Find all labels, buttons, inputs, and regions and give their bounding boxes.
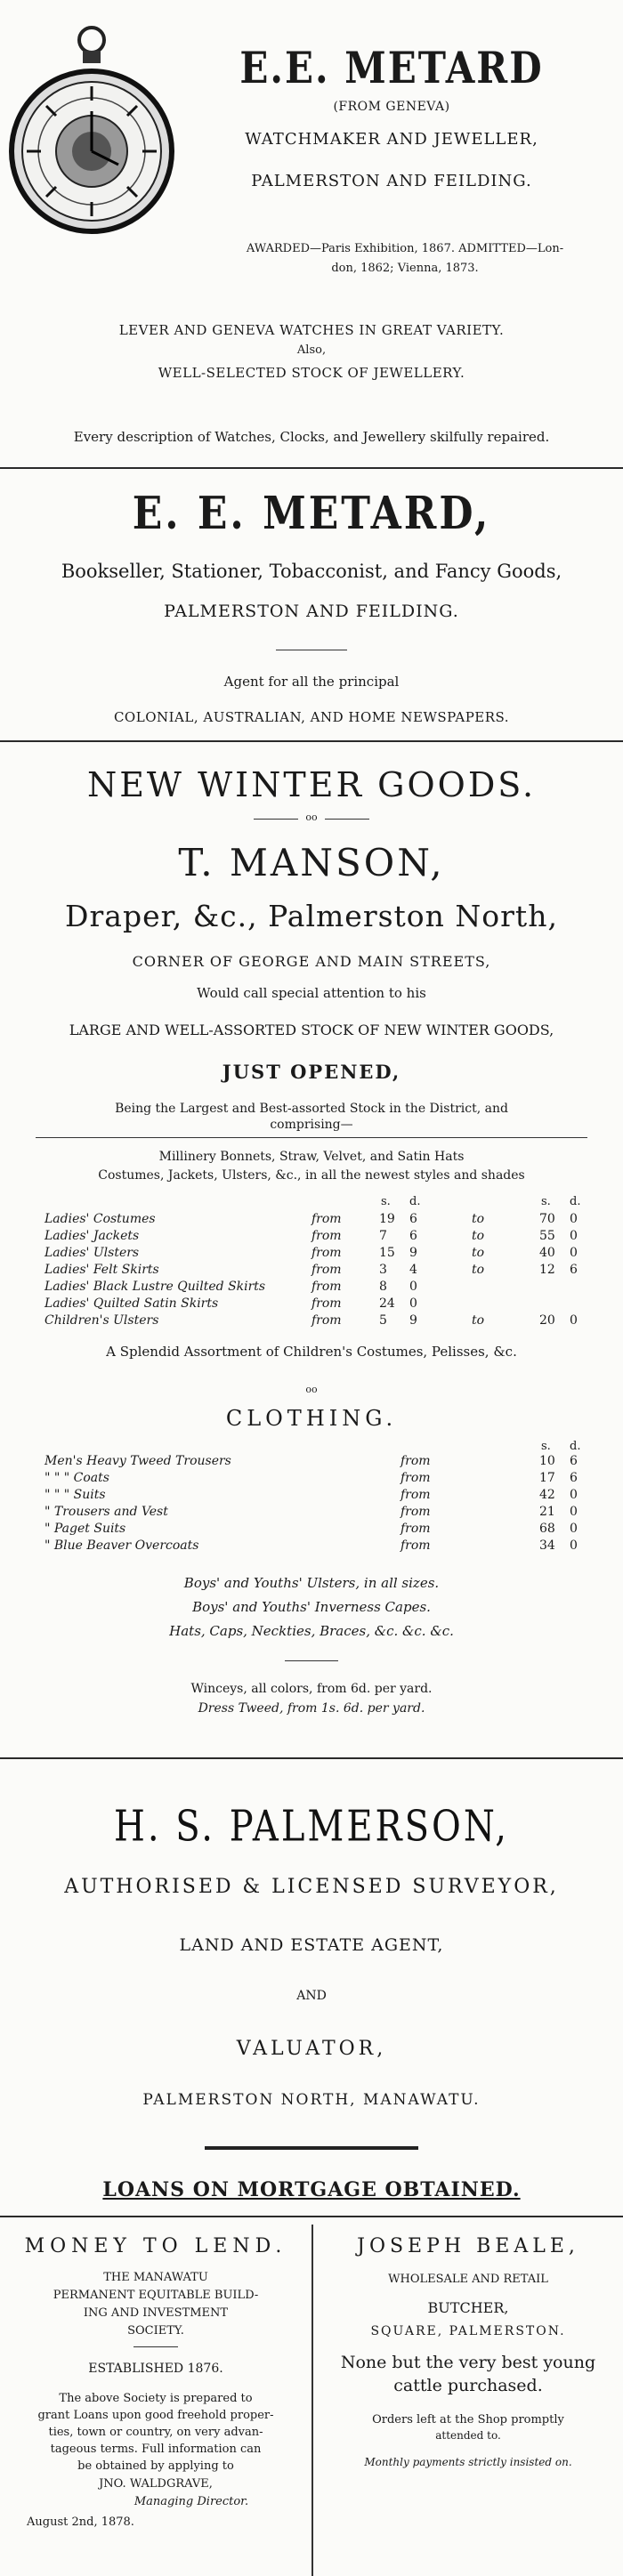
extras-3: Hats, Caps, Neckties, Braces, &c. &c. &c.	[169, 1623, 454, 1639]
manson-name: T. MANSON,	[178, 841, 445, 884]
palmerson-name: H. S. PALMERSON,	[113, 1802, 510, 1852]
price-s: 7	[379, 1229, 387, 1243]
beale-slogan-1: None but the very best young	[340, 2353, 596, 2372]
clothing-title: CLOTHING.	[225, 1406, 398, 1431]
to-label: to	[472, 1246, 485, 1260]
from-label: from	[312, 1280, 342, 1294]
money-title: MONEY TO LEND.	[24, 2235, 287, 2257]
money-to-lend-ad	[0, 2217, 312, 2576]
price-d: 9	[409, 1313, 417, 1328]
separator-rule	[0, 740, 623, 742]
price-s2: 70	[539, 1212, 555, 1226]
headline-divider: oo	[305, 812, 318, 823]
palmerson-place: PALMERSTON NORTH, MANAWATU.	[142, 2091, 481, 2109]
beale-payments: Monthly payments strictly insisted on.	[364, 2456, 572, 2468]
price-d: 0	[570, 1505, 578, 1519]
item-name: Ladies' Felt Skirts	[44, 1263, 159, 1277]
separator-rule	[0, 467, 623, 469]
price-s: 19	[379, 1212, 395, 1226]
bookseller-trade: Bookseller, Stationer, Tobacconist, and Fancy Goods,	[61, 561, 562, 582]
manson-corner: CORNER OF GEORGE AND MAIN STREETS,	[132, 953, 491, 970]
price-d: 0	[570, 1522, 578, 1536]
separator-rule	[0, 1757, 623, 1759]
price-d2: 0	[570, 1229, 578, 1243]
metard-also: Also,	[296, 343, 327, 357]
metard-towns: PALMERSTON AND FEILDING.	[251, 172, 532, 190]
loans-headline: LOANS ON MORTGAGE OBTAINED.	[102, 2178, 521, 2201]
beale-name: JOSEPH BEALE,	[357, 2235, 579, 2257]
price-d: 0	[570, 1538, 578, 1553]
from-label: from	[400, 1505, 431, 1519]
winter-goods-headline: NEW WINTER GOODS.	[86, 765, 537, 804]
item-name: " Blue Beaver Overcoats	[44, 1538, 199, 1553]
price-s: 15	[379, 1246, 395, 1260]
from-label: from	[400, 1488, 431, 1502]
price-d: 6	[570, 1471, 578, 1485]
bookseller-towns: PALMERSTON AND FEILDING.	[164, 602, 459, 621]
beale-orders-1: Orders left at the Shop promptly	[372, 2413, 564, 2427]
bookseller-agent: Agent for all the principal	[223, 674, 400, 690]
metard-trade: WATCHMAKER AND JEWELLER,	[245, 130, 538, 149]
millinery-line-1: Millinery Bonnets, Straw, Velvet, and Satin Hats	[158, 1150, 465, 1164]
price-s2: 20	[539, 1313, 555, 1328]
price-d2: 0	[570, 1212, 578, 1226]
from-label: from	[312, 1229, 342, 1243]
manson-largest-2: comprising—	[270, 1118, 353, 1132]
from-label: from	[312, 1313, 342, 1328]
from-label: from	[312, 1263, 342, 1277]
item-name: Ladies' Jackets	[44, 1229, 140, 1243]
clothing-divider: oo	[305, 1384, 318, 1395]
metard-awards-1: AWARDED—Paris Exhibition, 1867. ADMITTED—Lon-	[246, 242, 564, 255]
children-assortment: A Splendid Assortment of Children's Costumes, Pelisses, &c.	[106, 1344, 517, 1360]
money-body-2: grant Loans upon good freehold proper-	[37, 2409, 274, 2422]
money-body-3: ties, town or country, on very advan-	[48, 2426, 263, 2439]
price-s2: 40	[539, 1246, 555, 1260]
bookseller-papers: COLONIAL, AUSTRALIAN, AND HOME NEWSPAPERS.	[113, 709, 510, 725]
to-label: to	[472, 1263, 485, 1277]
price-s: 5	[379, 1313, 387, 1328]
section-rule	[36, 1137, 587, 1138]
price-d: 0	[570, 1488, 578, 1502]
col-s2-header: s.	[541, 1195, 551, 1208]
metard-watches-line: LEVER AND GENEVA WATCHES IN GREAT VARIETY.	[118, 322, 505, 338]
winceys-line: Winceys, all colors, from 6d. per yard.	[190, 1682, 433, 1696]
money-body-5: be obtained by applying to	[77, 2459, 234, 2473]
price-s: 68	[539, 1522, 555, 1536]
money-signer: JNO. WALDGRAVE,	[99, 2477, 213, 2491]
price-d: 6	[409, 1212, 417, 1226]
price-s: 17	[539, 1471, 555, 1485]
society-line-1: THE MANAWATU	[103, 2271, 208, 2284]
money-date: August 2nd, 1878.	[27, 2515, 134, 2529]
price-d2: 6	[570, 1263, 578, 1277]
price-s: 42	[539, 1488, 555, 1502]
to-label: to	[472, 1229, 485, 1243]
metard-from: (FROM GENEVA)	[333, 100, 450, 114]
palmerson-and: AND	[296, 1989, 327, 2003]
bookseller-name: E. E. METARD,	[132, 488, 491, 540]
item-name: Men's Heavy Tweed Trousers	[44, 1454, 231, 1468]
clothing-col-d-header: d.	[570, 1440, 581, 1453]
price-d: 6	[409, 1229, 417, 1243]
price-d: 9	[409, 1246, 417, 1260]
price-s: 10	[539, 1454, 555, 1468]
extras-1: Boys' and Youths' Ulsters, in all sizes.	[183, 1575, 440, 1591]
price-s: 3	[379, 1263, 387, 1277]
money-role: Managing Director.	[134, 2495, 249, 2508]
item-name: Children's Ulsters	[44, 1313, 159, 1328]
from-label: from	[400, 1522, 431, 1536]
item-name: Ladies' Costumes	[44, 1212, 156, 1226]
manson-stock: LARGE AND WELL-ASSORTED STOCK OF NEW WINTER GOODS,	[69, 1022, 554, 1038]
item-name: " Paget Suits	[44, 1522, 126, 1536]
price-s: 24	[379, 1296, 395, 1311]
price-s: 8	[379, 1280, 387, 1294]
price-s: 21	[539, 1505, 555, 1519]
item-name: Ladies' Ulsters	[44, 1246, 140, 1260]
from-label: from	[400, 1471, 431, 1485]
price-s: 34	[539, 1538, 555, 1553]
manson-opened: JUST OPENED,	[222, 1061, 401, 1083]
society-line-2: PERMANENT EQUITABLE BUILD-	[53, 2289, 259, 2302]
price-d2: 0	[570, 1246, 578, 1260]
clothing-col-s-header: s.	[541, 1440, 551, 1453]
manson-trade: Draper, &c., Palmerston North,	[65, 899, 558, 933]
to-label: to	[472, 1313, 485, 1328]
price-d: 0	[409, 1296, 417, 1311]
price-d: 6	[570, 1454, 578, 1468]
society-line-3: ING AND INVESTMENT	[83, 2306, 229, 2320]
heavy-divider	[205, 2146, 418, 2150]
from-label: from	[400, 1538, 431, 1553]
divider-line-right	[325, 819, 369, 820]
metard-repairs-line: Every description of Watches, Clocks, and Jewellery skilfully repaired.	[73, 429, 550, 445]
item-name: " " " Suits	[44, 1488, 106, 1502]
pocket-watch-illustration	[7, 22, 176, 240]
metard-awards-2: don, 1862; Vienna, 1873.	[331, 262, 479, 275]
metard-jewellery-line: WELL-SELECTED STOCK OF JEWELLERY.	[158, 365, 465, 381]
price-s2: 55	[539, 1229, 555, 1243]
manson-largest-1: Being the Largest and Best-assorted Stock in the District, and	[115, 1102, 508, 1116]
item-name: Ladies' Black Lustre Quilted Skirts	[44, 1280, 266, 1294]
price-d: 4	[409, 1263, 417, 1277]
col-d-header: d.	[409, 1195, 421, 1208]
beale-orders-2: attended to.	[435, 2429, 501, 2442]
manson-attention: Would call special attention to his	[197, 985, 426, 1001]
from-label: from	[312, 1212, 342, 1226]
beale-trade: WHOLESALE AND RETAIL	[388, 2273, 548, 2286]
price-d2: 0	[570, 1313, 578, 1328]
money-body-4: tageous terms. Full information can	[50, 2443, 262, 2456]
price-s2: 12	[539, 1263, 555, 1277]
from-label: from	[400, 1454, 431, 1468]
from-label: from	[312, 1246, 342, 1260]
beale-butcher: BUTCHER,	[427, 2299, 509, 2316]
short-divider	[134, 2346, 178, 2347]
palmerson-valuator: VALUATOR,	[236, 2038, 387, 2060]
short-divider	[285, 1660, 338, 1661]
money-body-1: The above Society is prepared to	[59, 2392, 253, 2405]
col-s-header: s.	[381, 1195, 391, 1208]
palmerson-agent: LAND AND ESTATE AGENT,	[179, 1935, 444, 1955]
beale-slogan-2: cattle purchased.	[393, 2376, 543, 2395]
joseph-beale-ad	[313, 2217, 623, 2576]
millinery-line-2: Costumes, Jackets, Ulsters, &c., in all the newest styles and shades	[98, 1168, 525, 1183]
divider-line-left	[254, 819, 298, 820]
society-line-4: SOCIETY.	[127, 2324, 184, 2338]
beale-place: SQUARE, PALMERSTON.	[370, 2324, 566, 2338]
item-name: " Trousers and Vest	[44, 1505, 168, 1519]
palmerson-title: AUTHORISED & LICENSED SURVEYOR,	[64, 1876, 559, 1898]
tweed-line: Dress Tweed, from 1s. 6d. per yard.	[198, 1701, 425, 1716]
price-d: 0	[409, 1280, 417, 1294]
to-label: to	[472, 1212, 485, 1226]
col-d2-header: d.	[570, 1195, 581, 1208]
extras-2: Boys' and Youths' Inverness Capes.	[192, 1599, 431, 1615]
item-name: Ladies' Quilted Satin Skirts	[44, 1296, 219, 1311]
from-label: from	[312, 1296, 342, 1311]
metard-name: E.E. METARD	[239, 43, 544, 93]
society-established: ESTABLISHED 1876.	[88, 2362, 223, 2376]
item-name: " " " Coats	[44, 1471, 109, 1485]
